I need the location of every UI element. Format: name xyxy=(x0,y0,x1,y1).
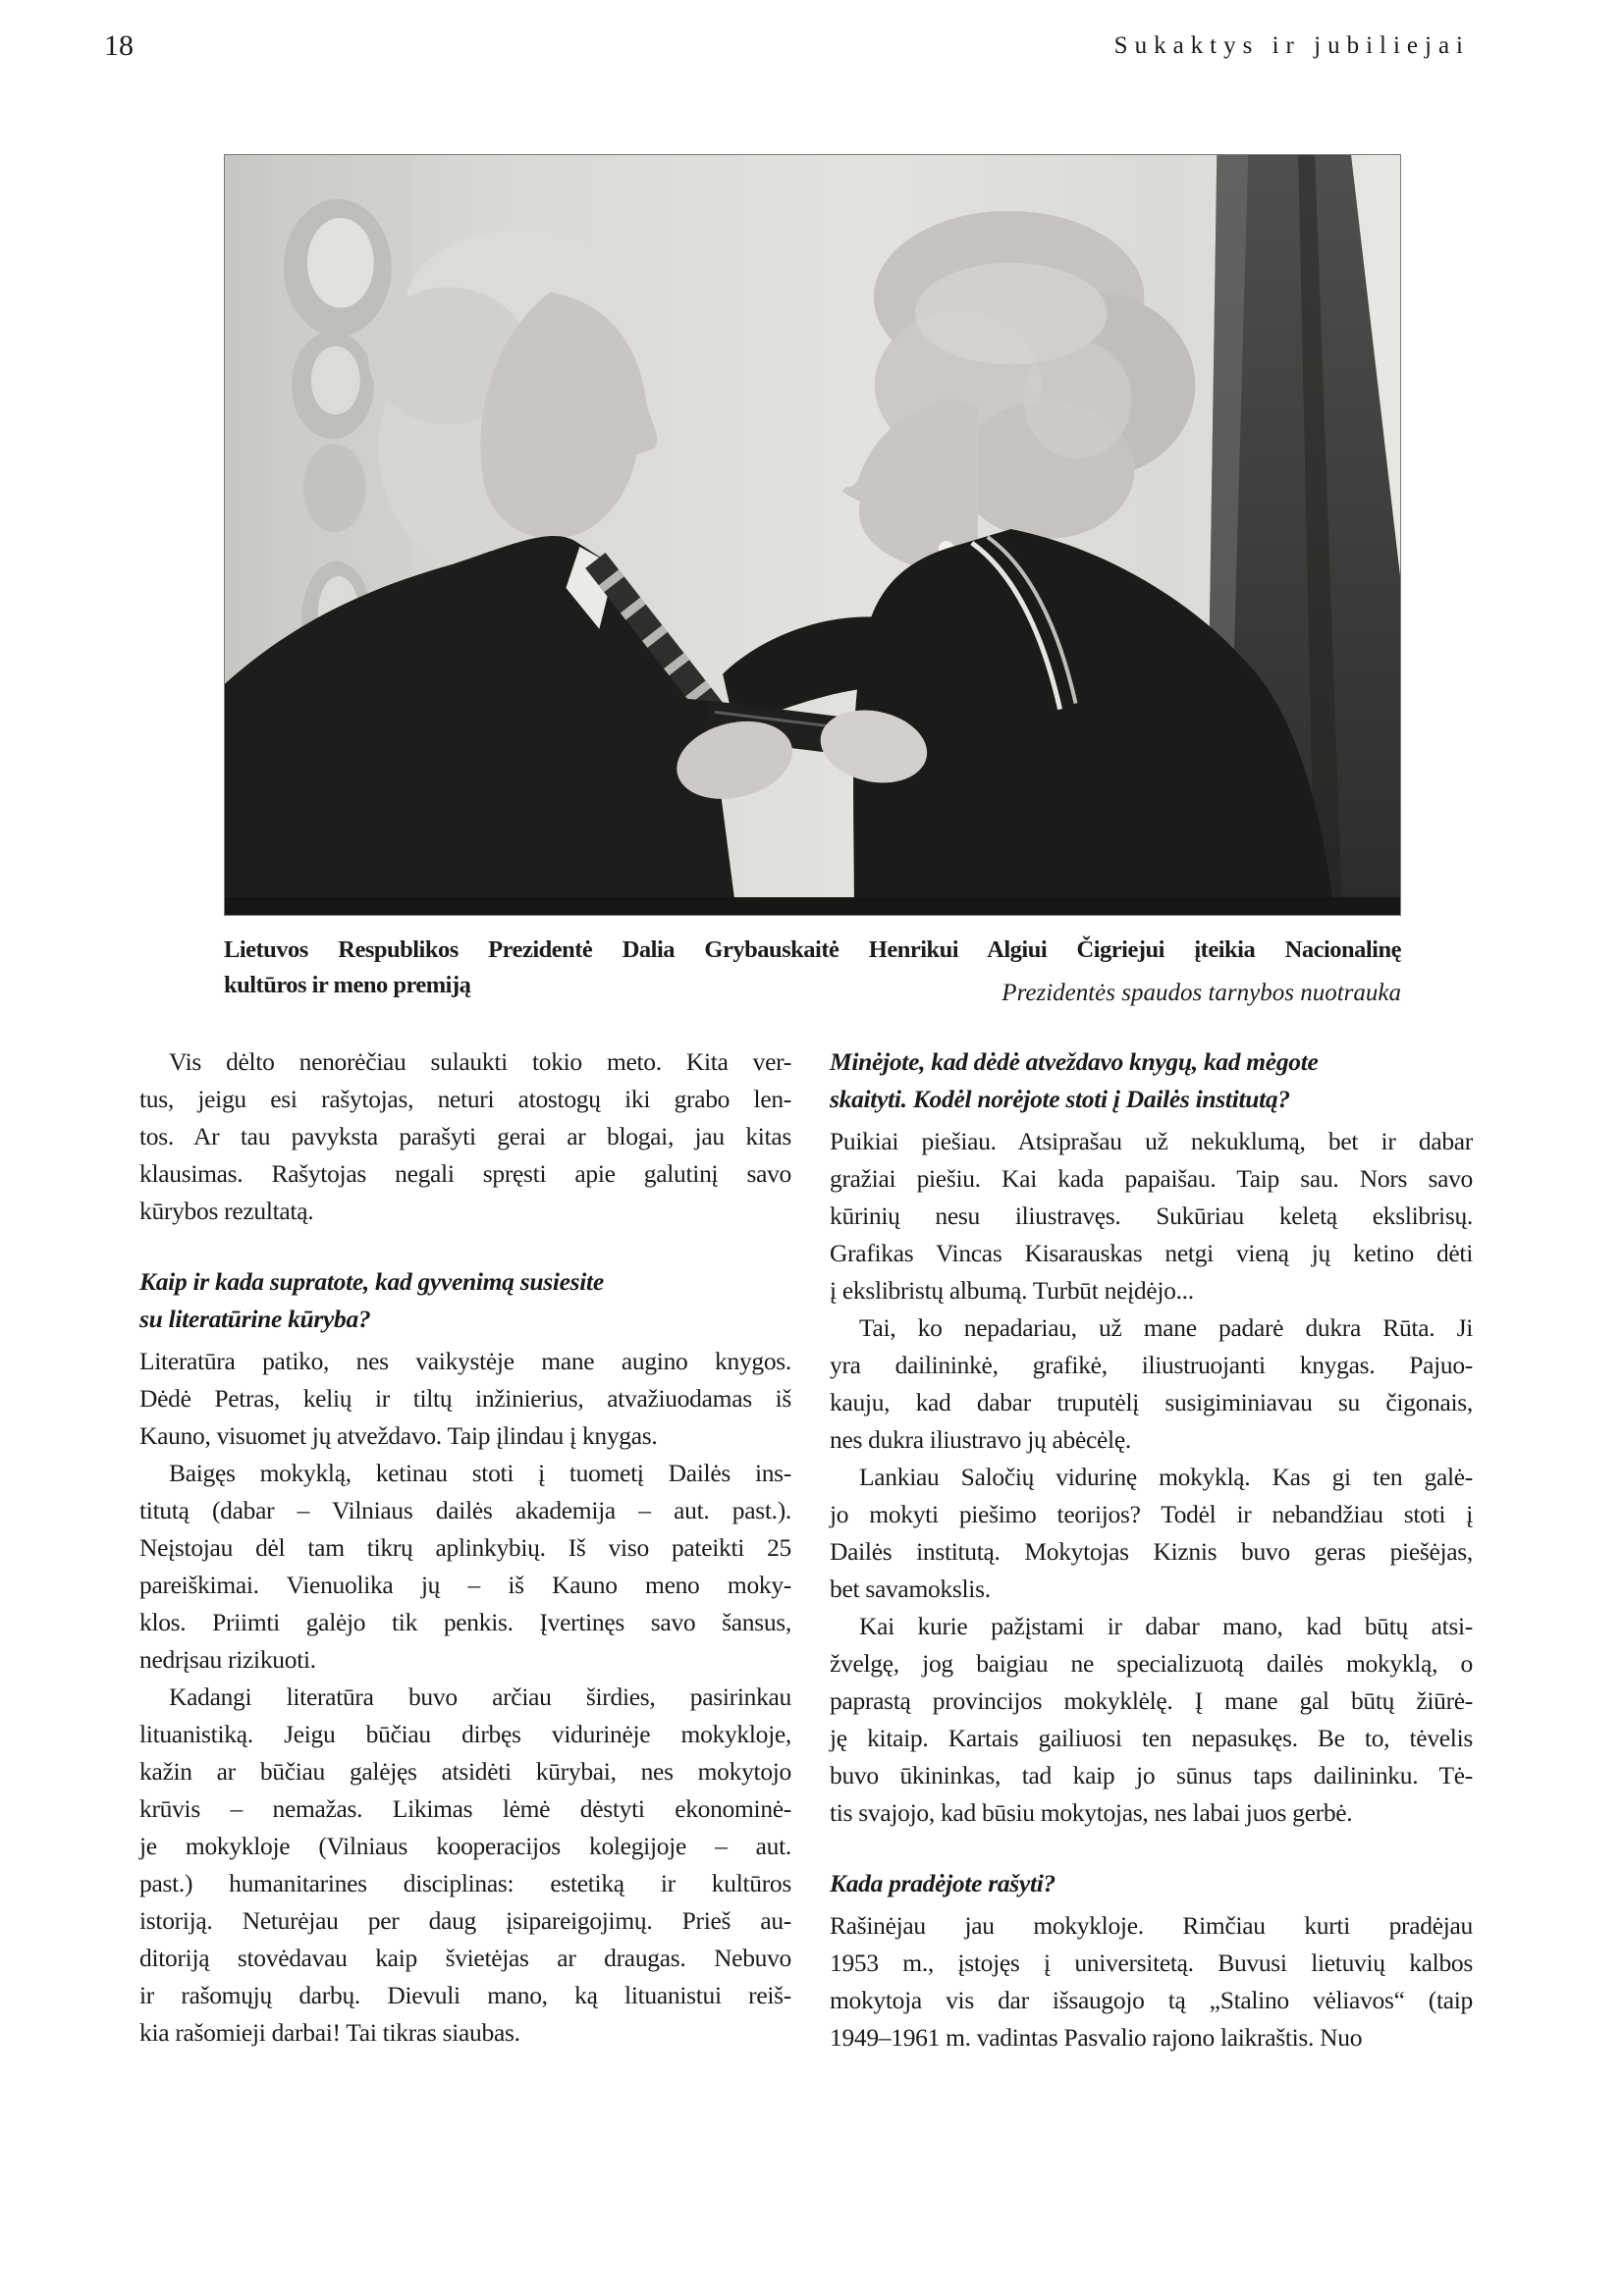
text-line: istoriją. Neturėjau per daug įsipareigojimų. Prieš au- xyxy=(139,1906,791,1935)
text-line: jo mokyti piešimo teorijos? Todėl ir nebandžiau stoti į xyxy=(830,1500,1473,1528)
text-line: Dailės institutą. Mokytojas Kiznis buvo geras piešėjas, xyxy=(830,1537,1473,1566)
text-line: gražiai piešiu. Kai kada papaišau. Taip sau. Nors savo xyxy=(830,1164,1473,1193)
text-line: kauju, kad dabar truputėlį susigiminiavau su čigonais, xyxy=(830,1388,1473,1416)
paragraph xyxy=(139,1455,791,1679)
text-line: yra dailininkė, grafikė, iliustruojanti knygas. Pajuo- xyxy=(830,1351,1473,1379)
text-line: Puikiai piešiau. Atsiprašau už nekuklumą, bet ir dabar xyxy=(830,1127,1473,1155)
text-line: Tai, ko nepadariau, už mane padarė dukra Rūta. Ji xyxy=(859,1313,1473,1342)
page-number: 18 xyxy=(104,29,134,62)
text-line: į ekslibristų albumą. Turbūt neįdėjo... xyxy=(830,1276,1194,1305)
paragraph xyxy=(139,1043,791,1230)
text-line: kūrybos rezultatą. xyxy=(139,1197,314,1225)
text-line: kia rašomieji darbai! Tai tikras siaubas. xyxy=(139,2018,520,2047)
text-line: past.) humanitarines disciplinas: estetiką ir kultūros xyxy=(139,1869,791,1897)
paragraph xyxy=(139,1343,791,1455)
text-line: ditoriją stovėdavau kaip švietėjas ar draugas. Nebuvo xyxy=(139,1944,791,1972)
question-heading xyxy=(139,1263,791,1338)
text-line: Baigęs mokyklą, ketinau stoti į tuometį Dailės ins- xyxy=(169,1459,791,1487)
text-line: nes dukra iliustravo jų abėcėlę. xyxy=(830,1425,1131,1454)
text-line: krūvis – nemažas. Likimas lėmė dėstyti ekonominė- xyxy=(139,1794,791,1823)
text-line: skaityti. Kodėl norėjote stoti į Dailės institutą? xyxy=(830,1085,1290,1113)
text-line: Dėdė Petras, kelių ir tiltų inžinierius, atvažiuodamas iš xyxy=(139,1384,791,1413)
text-line: klausimas. Rašytojas negali spręsti apie galutinį savo xyxy=(139,1159,791,1188)
text-line: Kauno, visuomet jų atveždavo. Taip įlindau į knygas. xyxy=(139,1421,658,1450)
text-line: su literatūrine kūryba? xyxy=(139,1305,371,1333)
award-ceremony-photo xyxy=(224,154,1401,916)
text-line: Neįstojau dėl tam tikrų aplinkybių. Iš viso pateikti 25 xyxy=(139,1533,791,1562)
paragraph xyxy=(830,1123,1473,1309)
text-line: tus, jeigu esi rašytojas, neturi atostogų iki grabo len- xyxy=(139,1085,791,1113)
text-line: žvelgę, jog baigiau ne specializuotą dailės mokyklą, o xyxy=(830,1649,1473,1678)
text-line: Literatūra patiko, nes vaikystėje mane augino knygos. xyxy=(139,1347,791,1375)
text-line: Rašinėjau jau mokykloje. Rimčiau kurti pradėjau xyxy=(830,1911,1473,1940)
text-line: paprastą provincijos mokyklėlę. Į mane gal būtų žiūrė- xyxy=(830,1686,1473,1715)
text-line: mokytoja vis dar išsaugojo tą „Stalino vėliavos“ (taip xyxy=(830,1986,1473,2014)
text-line: Kada pradėjote rašyti? xyxy=(830,1869,1056,1897)
column-left xyxy=(139,1043,791,2052)
text-line: Kai kurie pažįstami ir dabar mano, kad būtų atsi- xyxy=(859,1612,1473,1640)
text-line: nedrįsau rizikuoti. xyxy=(139,1645,316,1674)
text-line: klos. Priimti galėjo tik penkis. Įvertinęs savo šansus, xyxy=(139,1608,791,1636)
text-line: tis svajojo, kad būsiu mokytojas, nes labai juos gerbė. xyxy=(830,1798,1353,1827)
paragraph xyxy=(139,1679,791,2052)
text-line: 1953 m., įstojęs į universitetą. Buvusi lietuvių kalbos xyxy=(830,1949,1473,1977)
photo-base-shadow xyxy=(225,897,1400,915)
text-line: je mokykloje (Vilniaus kooperacijos kolegijoje – aut. xyxy=(139,1832,791,1860)
text-line: tos. Ar tau pavyksta parašyti gerai ar blogai, jau kitas xyxy=(139,1122,791,1150)
text-line: buvo ūkininkas, tad kaip jo sūnus taps dailininku. Tė- xyxy=(830,1761,1473,1789)
caption-line: Lietuvos Respublikos Prezidentė Dalia Grybauskaitė Henrikui Algiui Čigriejui įteikia Nacionalinę xyxy=(224,936,1401,963)
photo-credit: Prezidentės spaudos tarnybos nuotrauka xyxy=(1001,980,1401,1006)
text-line: pareiškimai. Vienuolika jų – iš Kauno meno moky- xyxy=(139,1571,791,1599)
text-line: Kadangi literatūra buvo arčiau širdies, pasirinkau xyxy=(169,1682,791,1711)
text-line: kūrinių nesu iliustravęs. Sukūriau keletą ekslibrisų. xyxy=(830,1201,1473,1230)
paragraph xyxy=(830,1309,1473,1459)
photo-caption xyxy=(224,933,1401,1006)
paragraph xyxy=(830,1907,1473,2056)
section-title: Sukaktys ir jubiliejai xyxy=(1113,32,1470,59)
column-right xyxy=(830,1043,1473,2056)
text-line: titutą (dabar – Vilniaus dailės akademija – aut. past.). xyxy=(139,1496,791,1524)
text-line: 1949–1961 m. vadintas Pasvalio rajono laikraštis. Nuo xyxy=(830,2023,1363,2052)
text-line: lituanistiką. Jeigu būčiau dirbęs vidurinėje mokykloje, xyxy=(139,1720,791,1748)
text-line: Lankiau Saločių vidurinę mokyklą. Kas gi ten galė- xyxy=(859,1463,1473,1491)
text-line: ir rašomųjų darbų. Dievuli mano, ką lituanistui reiš- xyxy=(139,1981,791,2009)
text-line: Vis dėlto nenorėčiau sulaukti tokio meto. Kita ver- xyxy=(169,1047,791,1076)
paragraph xyxy=(830,1608,1473,1832)
text-line: kažin ar būčiau galėjęs atsidėti kūrybai, nes mokytojo xyxy=(139,1757,791,1786)
question-heading xyxy=(830,1043,1473,1118)
text-line: Minėjote, kad dėdė atveždavo knygų, kad mėgote xyxy=(830,1047,1319,1076)
caption-line: kultūros ir meno premiją xyxy=(224,972,471,998)
question-heading xyxy=(830,1865,1473,1902)
text-line: Grafikas Vincas Kisarauskas netgi vieną jų ketino dėti xyxy=(830,1239,1473,1267)
text-line: ję kitaip. Kartais gailiuosi ten nepasukęs. Be to, tėvelis xyxy=(830,1724,1473,1752)
text-line: Kaip ir kada supratote, kad gyvenimą susiesite xyxy=(139,1267,604,1296)
photo-illustration xyxy=(225,155,1400,915)
paragraph xyxy=(830,1459,1473,1608)
text-line: bet savamokslis. xyxy=(830,1575,991,1603)
